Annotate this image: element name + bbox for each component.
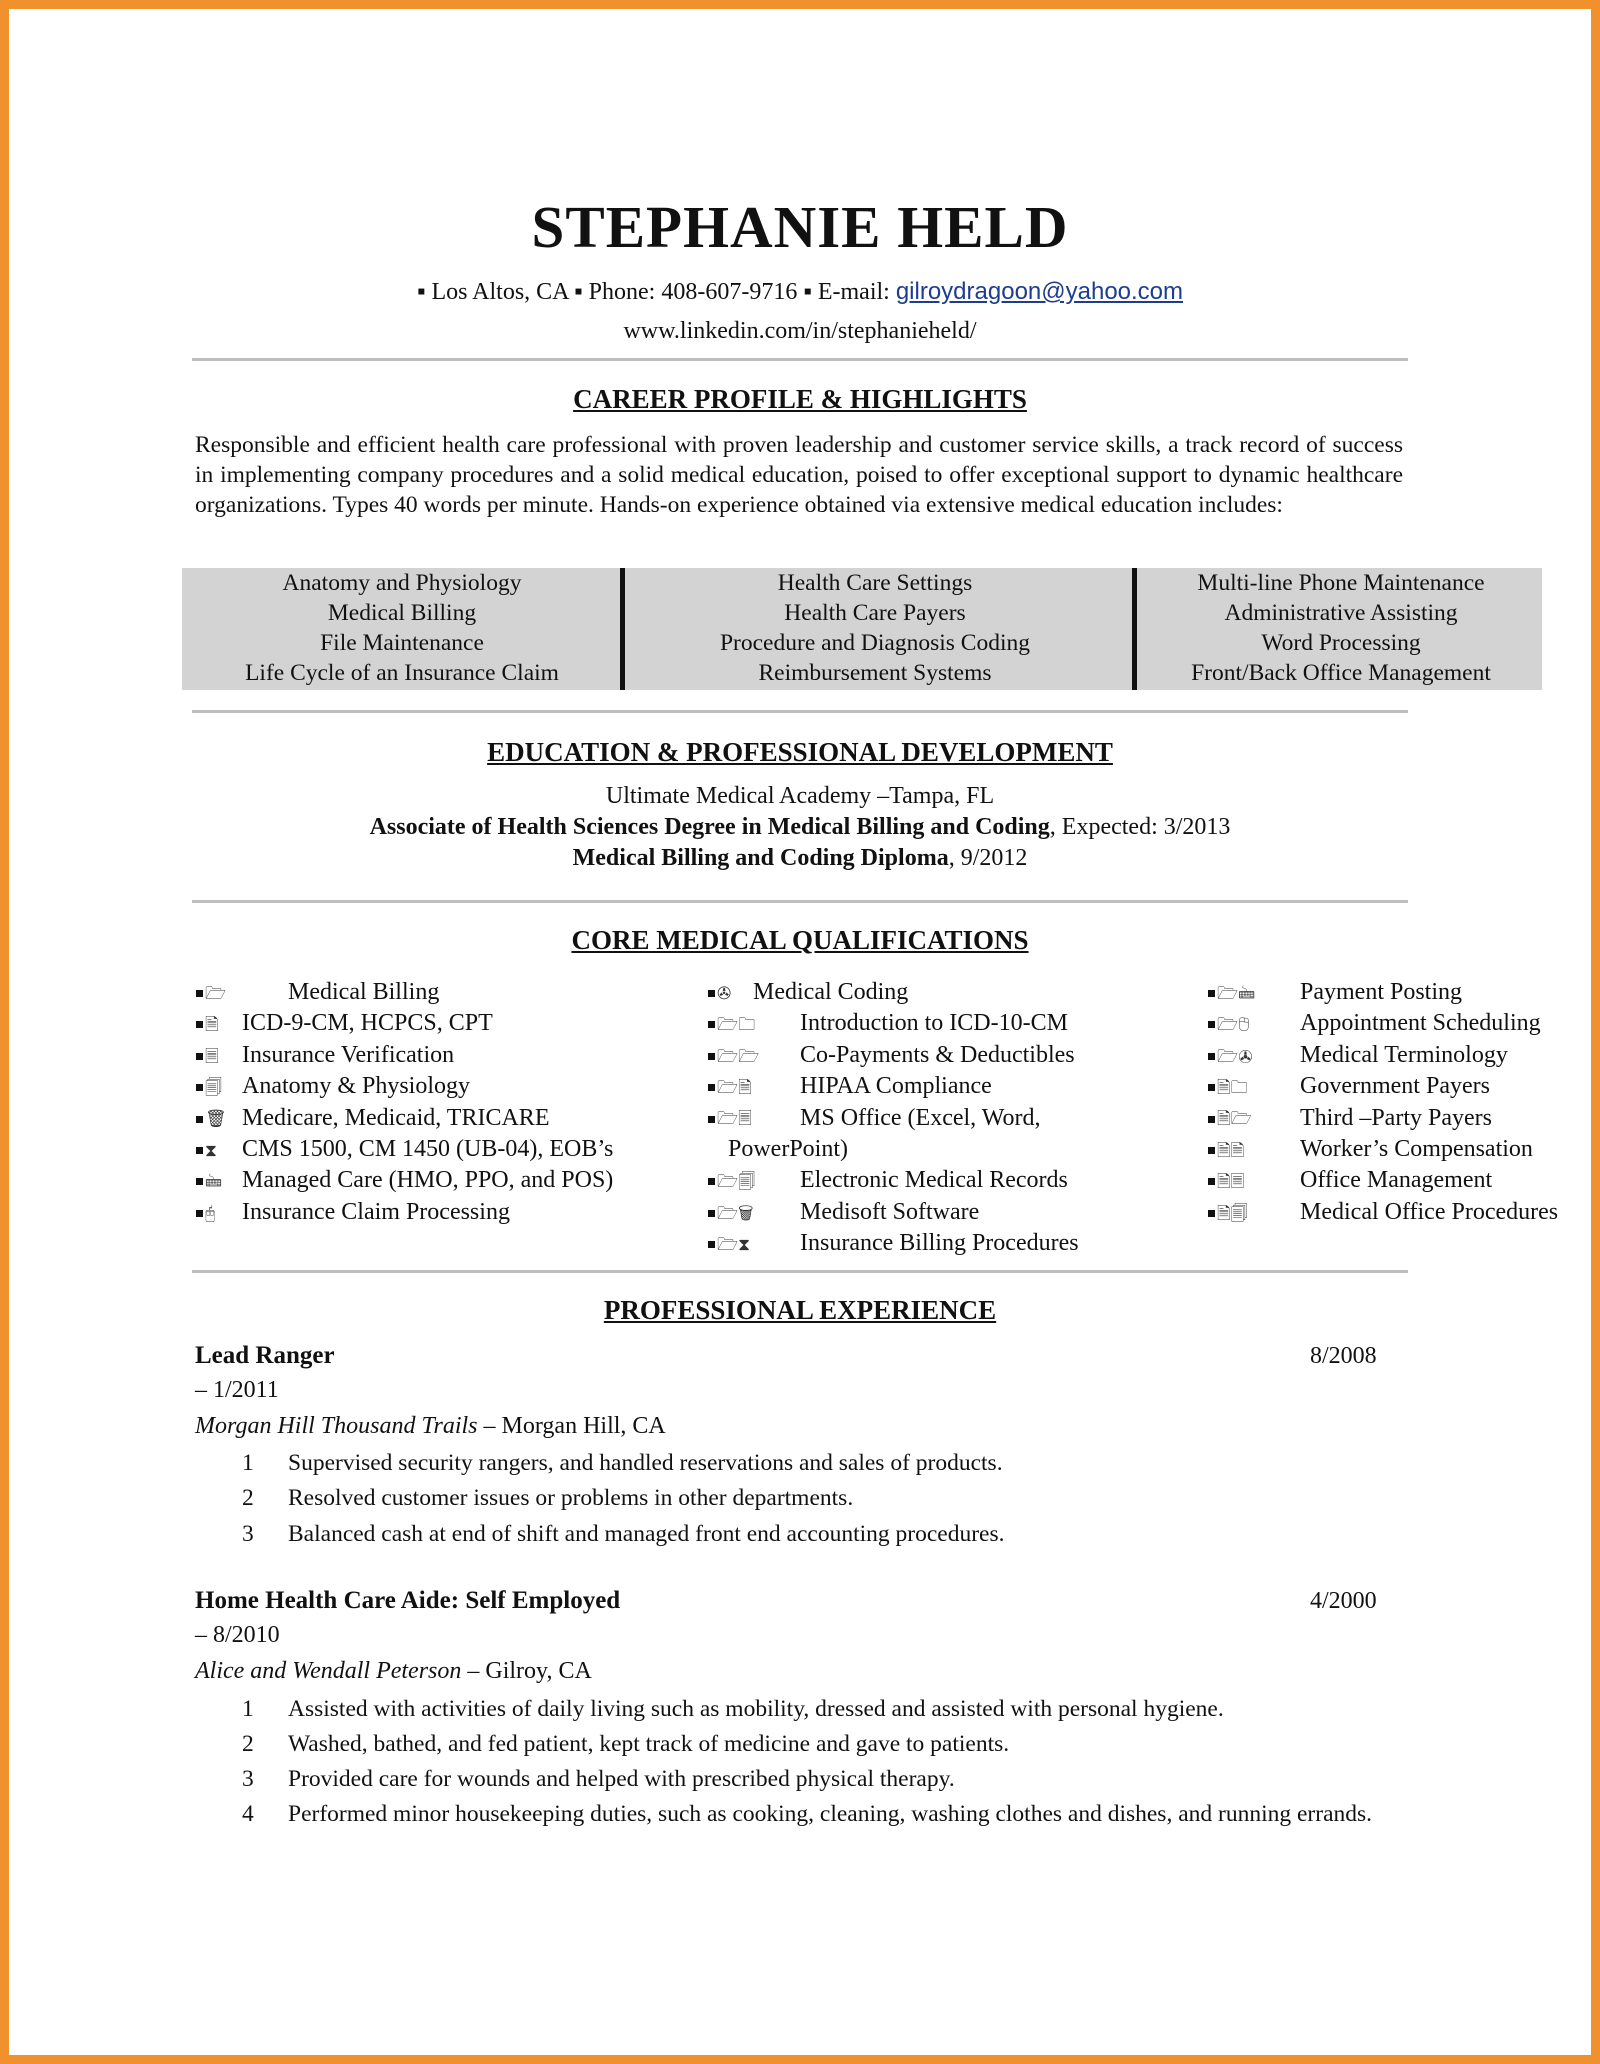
email-link[interactable]: gilroydragoon@yahoo.com (895, 278, 1184, 305)
qualification-item (1208, 1040, 1593, 1071)
section-title-experience: PROFESSIONAL EXPERIENCE (603, 1295, 997, 1325)
folder-document-icon: 🗎🗁 (1217, 1109, 1252, 1129)
square-bullet-icon (196, 1147, 203, 1154)
job-start-date: 8/2008 (1310, 1343, 1377, 1369)
folder-document-icon: 🗁🗎 (717, 1077, 752, 1097)
skill-item: Health Care Payers (784, 600, 966, 626)
square-bullet-icon (708, 1178, 715, 1185)
square-bullet-icon (196, 1053, 203, 1060)
skill-item: File Maintenance (320, 630, 484, 656)
qualification-text: Insurance Claim Processing (242, 1198, 510, 1225)
degree-name: Associate of Health Sciences Degree in Medical Billing and Coding (369, 814, 1050, 840)
qualification-text: Third –Party Payers (1300, 1104, 1492, 1131)
qualification-item (708, 1134, 1188, 1165)
folder-document-icon: 🗁🖮 (1217, 983, 1256, 1003)
skills-column-3 (1140, 568, 1542, 690)
job-title: Lead Ranger (195, 1342, 335, 1369)
list-text: Performed minor housekeeping duties, such as cooking, cleaning, washing clothes and dishes, and running errands. (288, 1801, 1373, 1827)
folder-document-icon: 🖮 (205, 1172, 222, 1192)
qualification-text: Insurance Verification (242, 1041, 455, 1068)
list-number: 1 (242, 1450, 254, 1476)
qualification-text: MS Office (Excel, Word, (800, 1104, 1041, 1131)
qualification-item (196, 1040, 676, 1071)
qualification-text: Government Payers (1300, 1073, 1490, 1100)
square-bullet-icon (196, 1084, 203, 1091)
divider (192, 900, 1408, 903)
square-bullet-icon (708, 1210, 715, 1217)
qualification-text: Medicare, Medicaid, TRICARE (242, 1104, 550, 1131)
job-employer (195, 1658, 592, 1685)
qualification-item (196, 1008, 676, 1039)
folder-document-icon: 🗁🗀 (717, 1015, 756, 1035)
degree-expected: , Expected: 3/2013 (1049, 814, 1231, 840)
qualifications-column-2 (708, 977, 1188, 1260)
square-bullet-icon (708, 1053, 715, 1060)
qualification-text: Office Management (1300, 1167, 1493, 1194)
qualification-item (708, 1008, 1188, 1039)
square-bullet-icon (708, 1241, 715, 1248)
qualification-text: CMS 1500, CM 1450 (UB-04), EOB’s (242, 1135, 614, 1162)
qualification-item (196, 1197, 676, 1228)
qualification-item (708, 1071, 1188, 1102)
square-bullet-icon (708, 1084, 715, 1091)
list-text: Supervised security rangers, and handled reservations and sales of products. (288, 1450, 1003, 1476)
qualification-item (708, 1197, 1188, 1228)
square-bullet-icon (708, 1116, 715, 1123)
job-end-date: – 8/2010 (195, 1622, 280, 1648)
diploma-date: , 9/2012 (948, 845, 1028, 871)
qualification-item (708, 1040, 1188, 1071)
qualification-text: Worker’s Compensation (1300, 1135, 1533, 1162)
qualification-text: HIPAA Compliance (800, 1073, 992, 1100)
skill-item: Administrative Assisting (1224, 600, 1458, 626)
folder-document-icon: 🖰 (205, 1203, 216, 1223)
folder-document-icon: 🗁🗑 (717, 1203, 754, 1223)
skill-item: Medical Billing (327, 600, 477, 626)
job-title: Home Health Care Aide: Self Employed (195, 1587, 621, 1614)
qualification-text: Introduction to ICD-10-CM (800, 1010, 1068, 1037)
qualification-item (1208, 1134, 1593, 1165)
skill-item: Front/Back Office Management (1191, 660, 1491, 686)
skill-item: Multi-line Phone Maintenance (1197, 570, 1485, 596)
qualification-text: Insurance Billing Procedures (800, 1230, 1079, 1257)
folder-document-icon: 🗐 (205, 1077, 222, 1097)
square-bullet-icon (196, 1210, 203, 1217)
qualification-text: Appointment Scheduling (1300, 1010, 1541, 1037)
qualification-text: Medical Terminology (1300, 1041, 1508, 1068)
list-text: Assisted with activities of daily living such as mobility, dressed and assisted with personal hygiene. (288, 1696, 1224, 1722)
job-employer (195, 1413, 666, 1440)
qualification-item (1208, 1071, 1593, 1102)
skills-column-2 (628, 568, 1122, 690)
qualification-text: Medical Office Procedures (1300, 1198, 1559, 1225)
folder-document-icon: 🗎🗀 (1217, 1077, 1248, 1097)
square-bullet-icon (196, 1021, 203, 1028)
qualification-text: Electronic Medical Records (800, 1167, 1068, 1194)
list-text: Balanced cash at end of shift and managed front end accounting procedures. (288, 1521, 1005, 1547)
linkedin-url[interactable]: www.linkedin.com/in/stephanieheld/ (623, 318, 977, 344)
square-bullet-icon (1208, 1021, 1215, 1028)
school-name: Ultimate Medical Academy –Tampa, FL (605, 783, 995, 809)
list-number: 3 (242, 1766, 254, 1792)
square-bullet-icon (1208, 1084, 1215, 1091)
contact-details: ▪ Los Altos, CA ▪ Phone: 408-607-9716 ▪ E-mail: (416, 279, 896, 305)
qualification-item (1208, 977, 1593, 1008)
folder-document-icon: 🗏 (205, 1046, 219, 1066)
employer-location: – Gilroy, CA (461, 1658, 592, 1684)
section-title-qualifications: CORE MEDICAL QUALIFICATIONS (571, 925, 1029, 955)
qualification-text: Medical Billing (288, 979, 440, 1005)
square-bullet-icon (196, 1116, 203, 1123)
job-start-date: 4/2000 (1310, 1588, 1377, 1614)
folder-document-icon: 🗁🗁 (717, 1046, 760, 1066)
job-end-date: – 1/2011 (195, 1377, 279, 1403)
diploma-name: Medical Billing and Coding Diploma (572, 845, 949, 871)
folder-document-icon: 🗎 (205, 1015, 219, 1035)
folder-document-icon: ✇ (717, 983, 732, 1003)
folder-document-icon: 🗑 (205, 1109, 227, 1129)
square-bullet-icon (1208, 1053, 1215, 1060)
square-bullet-icon (196, 990, 203, 997)
qualification-item (708, 1165, 1188, 1196)
folder-document-icon: ⧗ (205, 1140, 217, 1160)
qualification-item (196, 1103, 676, 1134)
qualification-text: Anatomy & Physiology (242, 1073, 471, 1100)
qualification-item (708, 1228, 1188, 1259)
employer-name: Alice and Wendall Peterson (195, 1658, 462, 1684)
list-number: 1 (242, 1696, 254, 1722)
square-bullet-icon (1208, 1147, 1215, 1154)
qualifications-column-1 (196, 977, 676, 1228)
list-text: Resolved customer issues or problems in other departments. (288, 1485, 854, 1511)
skill-item: Life Cycle of an Insurance Claim (245, 660, 559, 686)
employer-name: Morgan Hill Thousand Trails (195, 1413, 478, 1439)
skill-item: Health Care Settings (777, 570, 973, 596)
list-text: Washed, bathed, and fed patient, kept track of medicine and gave to patients. (288, 1731, 1010, 1757)
skills-column-divider (1132, 568, 1137, 690)
career-summary: Responsible and efficient health care professional with proven leadership and customer service skills, a track record of success in implementing company procedures and a solid medical education, poised to offer exceptional support to dynamic healthcare organizations. Types 40 words per minute. Hands-on experience obtained via extensive medical education includes: (195, 432, 1403, 518)
qualification-text: ICD-9-CM, HCPCS, CPT (242, 1010, 493, 1037)
qualification-text: Co-Payments & Deductibles (800, 1041, 1075, 1068)
qualification-item (708, 1103, 1188, 1134)
square-bullet-icon (1208, 1210, 1215, 1217)
qualification-item (708, 977, 1188, 1008)
section-title-career: CAREER PROFILE & HIGHLIGHTS (573, 384, 1027, 414)
skills-column-1 (182, 568, 622, 690)
skill-item: Procedure and Diagnosis Coding (719, 630, 1031, 656)
skill-item: Word Processing (1261, 630, 1421, 656)
folder-document-icon: 🗎🗐 (1217, 1203, 1248, 1223)
qualification-item (196, 1165, 676, 1196)
folder-document-icon: 🗁✇ (1217, 1046, 1253, 1066)
folder-document-icon: 🗁⧗ (717, 1234, 751, 1254)
folder-document-icon: 🗁🗏 (717, 1109, 752, 1129)
qualification-text: PowerPoint) (728, 1135, 848, 1162)
divider (192, 710, 1408, 713)
contact-line (0, 278, 1600, 306)
skill-item: Anatomy and Physiology (282, 570, 522, 596)
qualification-text: Payment Posting (1300, 979, 1463, 1005)
qualification-item (1208, 1197, 1593, 1228)
square-bullet-icon (708, 990, 715, 997)
qualification-text: Managed Care (HMO, PPO, and POS) (242, 1167, 614, 1194)
degree-line (0, 814, 1600, 841)
employer-location: – Morgan Hill, CA (477, 1413, 666, 1439)
list-number: 2 (242, 1485, 254, 1511)
list-text: Provided care for wounds and helped with prescribed physical therapy. (288, 1766, 955, 1792)
section-title-education: EDUCATION & PROFESSIONAL DEVELOPMENT (487, 737, 1113, 767)
list-number: 3 (242, 1521, 254, 1547)
qualification-item (1208, 1008, 1593, 1039)
qualification-item (196, 1071, 676, 1102)
square-bullet-icon (708, 1021, 715, 1028)
folder-document-icon: 🗎🗎 (1217, 1140, 1245, 1160)
list-number: 2 (242, 1731, 254, 1757)
qualification-item (1208, 1103, 1593, 1134)
skills-table (182, 568, 1542, 690)
qualification-text: Medical Coding (753, 979, 909, 1005)
folder-document-icon: 🗎🗏 (1217, 1172, 1245, 1192)
folder-document-icon: 🗁 (205, 983, 227, 1003)
list-number: 4 (242, 1801, 254, 1827)
folder-document-icon: 🗁🖰 (1217, 1015, 1250, 1035)
qualification-text: Medisoft Software (800, 1198, 980, 1225)
skills-column-divider (620, 568, 625, 690)
qualification-item (196, 977, 676, 1008)
folder-document-icon: 🗁🗐 (717, 1172, 756, 1192)
qualification-item (1208, 1165, 1593, 1196)
candidate-name: STEPHANIE HELD (531, 194, 1069, 260)
diploma-line (0, 845, 1600, 872)
divider (192, 1270, 1408, 1273)
qualification-item (196, 1134, 676, 1165)
divider (192, 358, 1408, 361)
square-bullet-icon (1208, 990, 1215, 997)
skill-item: Reimbursement Systems (758, 660, 992, 686)
square-bullet-icon (196, 1178, 203, 1185)
square-bullet-icon (1208, 1178, 1215, 1185)
square-bullet-icon (1208, 1116, 1215, 1123)
qualifications-column-3 (1208, 977, 1593, 1228)
